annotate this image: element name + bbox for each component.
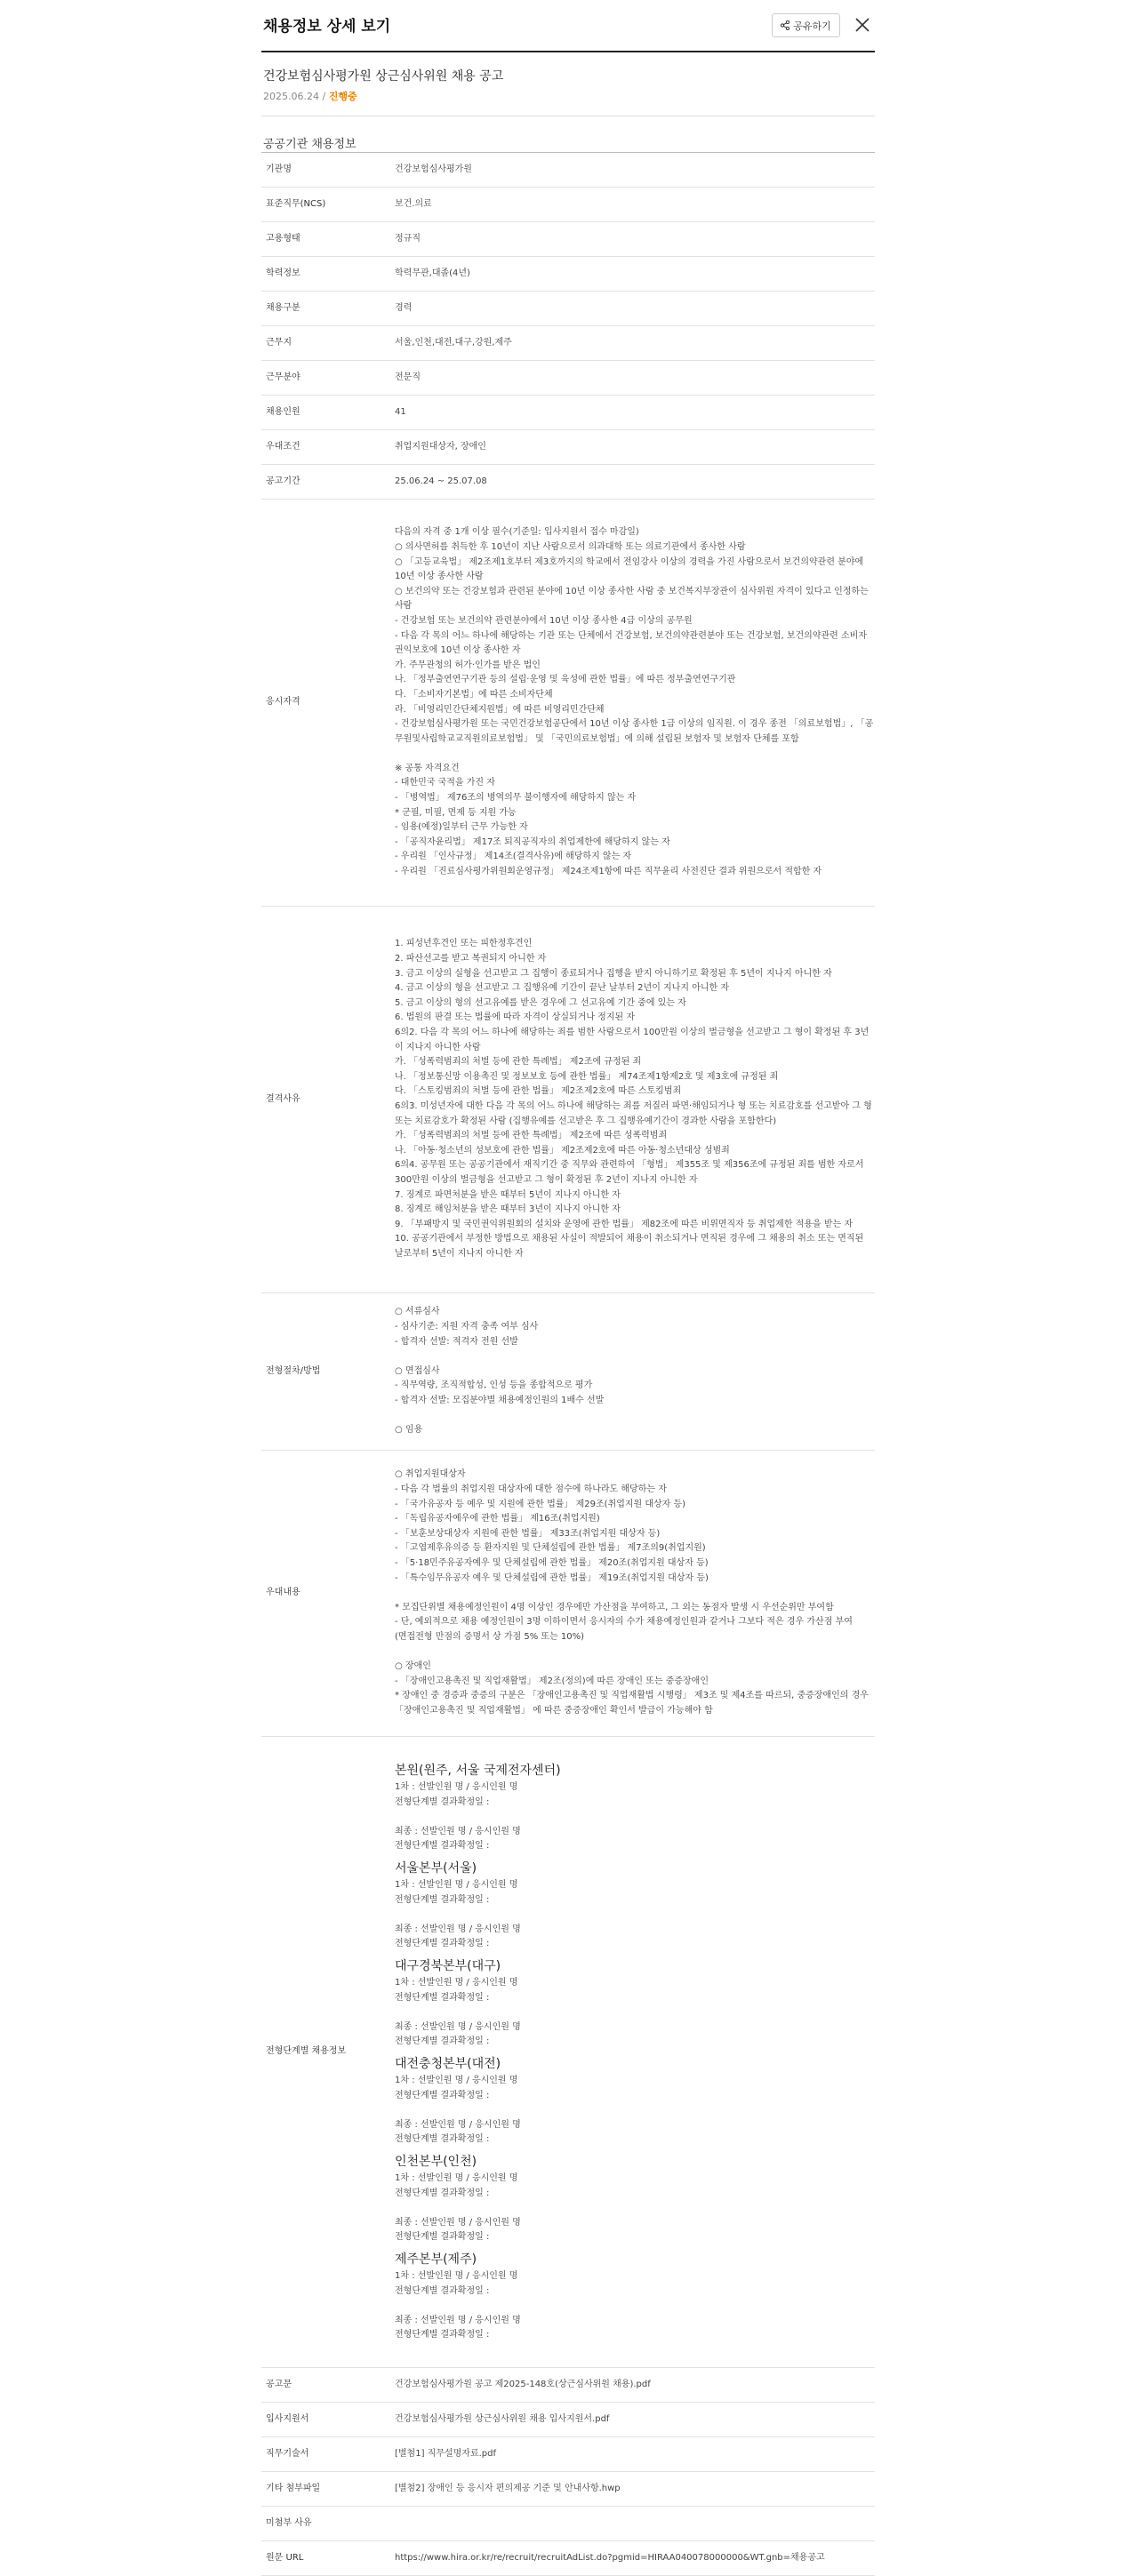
row-label: 응시자격: [261, 500, 390, 907]
row-value: 서울,인천,대전,대구,강원,제주: [390, 326, 875, 361]
row-category: [261, 292, 875, 326]
row-value: 전문직: [390, 361, 875, 396]
row-value: 25.06.24 ~ 25.07.08: [390, 465, 875, 500]
row-preference: [261, 430, 875, 465]
stage-block: [395, 1956, 875, 2050]
stage-body: 1차 : 선발인원 명 / 응시인원 명 전형단계별 결과확정일 : 최종 : 선발인원 명 / 응시인원 명 전형단계별 결과확정일 :: [395, 1978, 521, 2047]
section-title: 공공기관 채용정보: [263, 138, 357, 151]
row-url: [261, 2541, 875, 2576]
row-value: 다음의 자격 중 1개 이상 필수(기준일: 입사지원서 접수 마감일) ○ 의사면허를 취득한 후 10년이 지난 사람으로서 의과대학 또는 의료기관에서 종사한 사람 ○ 「고등교육법」 제2조제1호부터 제3호까지의 학교에서 전임강사 이상의 경력을 가진 사람으로서 보건의약관련 분야에 10년 이상 종사한 사람 ○ 보건의약 또는 건강보험과 관련된 분야에 10년 이상 종사한 사람 중 보건복지부장관이 심사위원 자격이 있다고 인정하는 사람 - 건강보험 또는 보건의약 관련분야에서 10년 이상 종사한 4급 이상의 공무원 - 다음 각 목의 어느 하나에 해당하는 기관 또는 단체에서 건강보험, 보건의약관련분야 또는 건강보험, 보건의약관련 소비자 권익보호에 10년 이상 종사한 자 가. 주무관청의 허가·인가를 받은 법인 나. 「정부출연연구기관 등의 설립·운영 및 육성에 관한 법률」에 따른 정부출연연구기관 다. 「소비자기본법」에 따른 소비자단체 라. 「비영리민간단체지원법」에 따른 비영리민간단체 - 건강보험심사평가원 또는 국민건강보험공단에서 10년 이상 종사한 1급 이상의 임직원. 이 경우 종전 「의료보험법」, 「공무원및사립학교교직원의료보험법」 및 「국민의료보험법」에 의해 설립된 보험자 및 보험자 단체를 포함 ※ 공통 자격요건 - 대한민국 국적을 가진 자 - 「병역법」 제76조의 병역의무 불이행자에 해당하지 않는 자 * 군필, 미필, 면제 등 지원 가능 - 임용(예정)일부터 근무 가능한 자 - 「공직자윤리법」 제17조 퇴직공직자의 취업제한에 해당하지 않는 자 - 우리원 「인사규정」 제14조(결격사유)에 해당하지 않는 자 - 우리원 「진료심사평가위원회운영규정」 제24조제1항에 따른 직무윤리 사전진단 결과 위원으로서 적합한 자: [390, 500, 875, 907]
row-label: 공고기간: [261, 465, 390, 500]
row-location: [261, 326, 875, 361]
attachment-link[interactable]: [별첨1] 직무설명자료.pdf: [390, 2437, 875, 2472]
attachment-link[interactable]: [별첨2] 장애인 등 응시자 편의제공 기준 및 안내사항.hwp: [390, 2472, 875, 2507]
panel-header: [261, 0, 875, 52]
share-label: 공유하기: [793, 20, 831, 32]
row-value: [390, 1737, 875, 2368]
row-value: 정규직: [390, 222, 875, 257]
row-value: 경력: [390, 292, 875, 326]
stage-body: 1차 : 선발인원 명 / 응시인원 명 전형단계별 결과확정일 : 최종 : 선발인원 명 / 응시인원 명 전형단계별 결과확정일 :: [395, 1880, 521, 1949]
stage-block: [395, 1761, 875, 1854]
row-label: 원문 URL: [261, 2541, 390, 2576]
row-org: [261, 153, 875, 188]
row-job-desc: [261, 2437, 875, 2472]
stage-body: 1차 : 선발인원 명 / 응시인원 명 전형단계별 결과확정일 : 최종 : 선발인원 명 / 응시인원 명 전형단계별 결과확정일 :: [395, 2172, 521, 2243]
row-value: 건강보험심사평가원: [390, 153, 875, 188]
page-title: 채용정보 상세 보기: [263, 18, 391, 36]
row-value: 보건.의료: [390, 188, 875, 222]
row-label: 채용구분: [261, 292, 390, 326]
posting-date: 2025.06.24: [263, 91, 319, 102]
row-value: [390, 2507, 875, 2541]
row-value: 1. 피성년후견인 또는 피한정후견인 2. 파산선고를 받고 복권되지 아니한 자 3. 금고 이상의 실형을 선고받고 그 집행이 종료되거나 집행을 받지 아니하기로 확정된 후 5년이 지나지 아니한 자 4. 금고 이상의 형을 선고받고 그 집행유예 기간이 끝난 날부터 2년이 지나지 아니한 자 5. 금고 이상의 형의 선고유예를 받은 경우에 그 선고유예 기간 중에 있는 자 6. 법원의 판결 또는 법률에 따라 자격이 상실되거나 정지된 자 6의2. 다음 각 목의 어느 하나에 해당하는 죄를 범한 사람으로서 100만원 이상의 벌금형을 선고받고 그 형이 확정된 후 3년이 지나지 아니한 사람 가. 「성폭력범죄의 처벌 등에 관한 특례법」 제2조에 규정된 죄 나. 「정보통신망 이용촉진 및 정보보호 등에 관한 법률」 제74조제1항제2호 및 제3호에 규정된 죄 다. 「스토킹범죄의 처벌 등에 관한 법률」 제2조제2호에 따른 스토킹범죄 6의3. 미성년자에 대한 다음 각 목의 어느 하나에 해당하는 죄를 저질러 파면·해임되거나 형 또는 치료감호를 선고받아 그 형 또는 치료감호가 확정된 사람 (집행유예를 선고받은 후 그 집행유예기간이 경과한 사람을 포함한다) 가. 「성폭력범죄의 처벌 등에 관한 특례법」 제2조에 따른 성폭력범죄 나. 「아동·청소년의 성보호에 관한 법률」 제2조제2호에 따른 아동·청소년대상 성범죄 6의4. 공무원 또는 공공기관에서 재직기간 중 직무와 관련하여 「형법」 제355조 및 제356조에 규정된 죄를 범한 자로서 300만원 이상의 벌금형을 선고받고 그 형이 확정된 후 2년이 지나지 아니한 자 7. 징계로 파면처분을 받은 때부터 5년이 지나지 아니한 자 8. 징계로 해임처분을 받은 때부터 3년이 지나지 아니한 자 9. 「부패방지 및 국민권익위원회의 설치와 운영에 관한 법률」 제82조에 따른 비위면직자 등 취업제한 적용을 받는 자 10. 공공기관에서 부정한 방법으로 채용된 사실이 적발되어 채용이 취소되거나 면직된 경우에 그 채용의 취소 또는 면직된 날로부터 5년이 지나지 아니한 자: [390, 907, 875, 1293]
share-button[interactable]: [772, 13, 840, 37]
stage-title: 제주본부(제주): [395, 2252, 477, 2267]
row-label: 근무분야: [261, 361, 390, 396]
status-badge: 진행중: [328, 91, 357, 102]
stage-block: [395, 2054, 875, 2148]
row-label: 전형단계별 채용정보: [261, 1737, 390, 2368]
posting-title: 건강보험심사평가원 상근심사위원 채용 공고: [263, 69, 504, 84]
close-icon[interactable]: [851, 13, 874, 36]
row-field: [261, 361, 875, 396]
stage-body: 1차 : 선발인원 명 / 응시인원 명 전형단계별 결과확정일 : 최종 : 선발인원 명 / 응시인원 명 전형단계별 결과확정일 :: [395, 2270, 521, 2340]
row-ncs: [261, 188, 875, 222]
row-label: 공고문: [261, 2368, 390, 2403]
row-edu: [261, 257, 875, 292]
row-value: ○ 서류심사 - 심사기준: 지원 자격 충족 여부 심사 - 합격자 선발: 적격자 전원 선발 ○ 면접심사 - 직무역량, 조직적합성, 인성 등을 종합적으로 평가 - 합격자 선발: 모집분야별 채용예정인원의 1배수 선발 ○ 임용: [390, 1293, 875, 1451]
stage-title: 대전충청본부(대전): [395, 2057, 501, 2071]
row-process: [261, 1293, 875, 1451]
row-label: 미첨부 사유: [261, 2507, 390, 2541]
row-application-form: [261, 2403, 875, 2437]
row-label: 고용형태: [261, 222, 390, 257]
stage-title: 서울본부(서울): [395, 1861, 477, 1876]
attachment-link[interactable]: 건강보험심사평가원 상근심사위원 채용 입사지원서.pdf: [390, 2403, 875, 2437]
row-label: 입사지원서: [261, 2403, 390, 2437]
stage-body: 1차 : 선발인원 명 / 응시인원 명 전형단계별 결과확정일 : 최종 : 선발인원 명 / 응시인원 명 전형단계별 결과확정일 :: [395, 1782, 521, 1852]
row-benefits: [261, 1451, 875, 1737]
stage-block: [395, 2250, 875, 2343]
row-no-attach-reason: [261, 2507, 875, 2541]
stage-block: [395, 2152, 875, 2245]
row-stages: [261, 1737, 875, 2368]
row-label: 표준직무(NCS): [261, 188, 390, 222]
row-disqualification: [261, 907, 875, 1293]
row-announcement: [261, 2368, 875, 2403]
meta-separator: /: [322, 91, 326, 102]
row-emp-type: [261, 222, 875, 257]
source-url-link[interactable]: https://www.hira.or.kr/re/recruit/recruitAdList.do?pgmid=HIRAA040078000000&WT.gnb=채용공고: [390, 2541, 875, 2576]
row-value: 학력무관,대졸(4년): [390, 257, 875, 292]
row-label: 기타 첨부파일: [261, 2472, 390, 2507]
posting-meta: [263, 89, 357, 103]
row-value: 41: [390, 396, 875, 430]
stage-title: 본원(원주, 서울 국제전자센터): [395, 1764, 561, 1779]
row-period: [261, 465, 875, 500]
row-label: 기관명: [261, 153, 390, 188]
row-label: 학력정보: [261, 257, 390, 292]
row-other-files: [261, 2472, 875, 2507]
stage-body: 1차 : 선발인원 명 / 응시인원 명 전형단계별 결과확정일 : 최종 : 선발인원 명 / 응시인원 명 전형단계별 결과확정일 :: [395, 2076, 521, 2145]
info-table: [261, 152, 875, 2576]
attachment-link[interactable]: 건강보험심사평가원 공고 제2025-148호(상근심사위원 채용).pdf: [390, 2368, 875, 2403]
row-qualification: [261, 500, 875, 907]
row-label: 우대조건: [261, 430, 390, 465]
job-detail-panel: [261, 0, 875, 2563]
share-icon: [781, 20, 789, 30]
row-label: 전형절차/방법: [261, 1293, 390, 1451]
row-label: 직무기술서: [261, 2437, 390, 2472]
row-label: 채용인원: [261, 396, 390, 430]
stage-title: 인천본부(인천): [395, 2154, 477, 2169]
row-value: 취업지원대상자, 장애인: [390, 430, 875, 465]
row-label: 결격사유: [261, 907, 390, 1293]
row-label: 근무지: [261, 326, 390, 361]
row-headcount: [261, 396, 875, 430]
row-label: 우대내용: [261, 1451, 390, 1737]
stage-block: [395, 1859, 875, 1952]
stage-title: 대구경북본부(대구): [395, 1959, 501, 1974]
row-value: ○ 취업지원대상자 - 다음 각 법률의 취업지원 대상자에 대한 점수에 하나라도 해당하는 자 - 「국가유공자 등 예우 및 지원에 관한 법률」 제29조(취업지원 대상자 등) - 「독립유공자예우에 관한 법률」 제16조(취업지원) - 「보훈보상대상자 지원에 관한 법률」 제33조(취업지원 대상자 등) - 「고엽제후유의증 등 환자지원 및 단체설립에 관한 법률」 제7조의9(취업지원) - 「5·18민주유공자예우 및 단체설립에 관한 법률」 제20조(취업지원 대상자 등) - 「특수임무유공자 예우 및 단체설립에 관한 법률」 제19조(취업지원 대상자 등) * 모집단위별 채용예정인원이 4명 이상인 경우에만 가산점을 부여하고, 그 외는 동점자 발생 시 우선순위만 부여함 - 단, 예외적으로 채용 예정인원이 3명 이하이면서 응시자의 수가 채용예정인원과 같거나 그보다 적은 경우 가산점 부여 (면접전형 만점의 증명서 상 가점 5% 또는 10%) ○ 장애인 - 「장애인고용촉진 및 직업재활법」 제2조(정의)에 따른 장애인 또는 중증장애인 * 장애인 중 경증과 중증의 구분은 「장애인고용촉진 및 직업재활법 시행령」 제3조 및 제4조를 따르되, 중증장애인의 경우 「장애인고용촉진 및 직업재활법」 에 따른 중증장애인 확인서 발급이 가능해야 함: [390, 1451, 875, 1737]
